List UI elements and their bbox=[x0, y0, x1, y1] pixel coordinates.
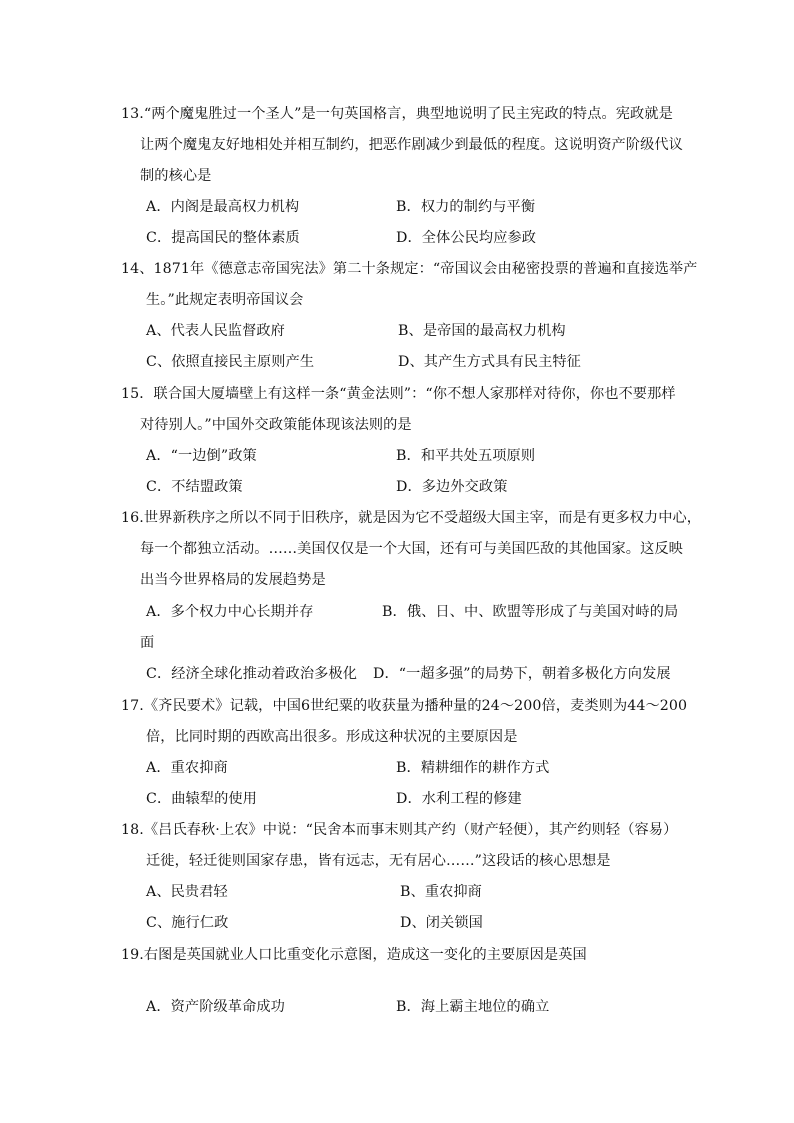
q14-option-a: A、代表人民监督政府 bbox=[146, 323, 285, 339]
q13-stem-line-2: 让两个魔鬼友好地相处并相互制约，把恶作剧减少到最低的程度。这说明资产阶级代议 bbox=[140, 137, 683, 153]
q15-stem-line-2: 对待别人。”中国外交政策能体现该法则的是 bbox=[140, 417, 412, 433]
q15-stem-line-1: 15．联合国大厦墙壁上有这样一条“黄金法则”：“你不想人家那样对待你，你也不要那样 bbox=[121, 386, 676, 402]
q18-stem-line-2: 迁徙，轻迁徙则国家存患，皆有远志，无有居心……”这段话的核心思想是 bbox=[146, 853, 611, 869]
q17-option-a: A．重农抑商 bbox=[146, 760, 228, 776]
q14-option-c: C、依照直接民主原则产生 bbox=[146, 354, 315, 370]
q16-stem-line-2: 每一个都独立活动。……美国仅仅是一个大国，还有可与美国匹敌的其他国家。这反映 bbox=[140, 541, 683, 557]
q18-option-d: D、闭关锁国 bbox=[400, 915, 483, 931]
q13-option-b: B．权力的制约与平衡 bbox=[396, 199, 536, 215]
q13-option-a: A．内阁是最高权力机构 bbox=[146, 199, 300, 215]
q15-option-d: D．多边外交政策 bbox=[396, 479, 508, 495]
q18-stem-line-1: 18.《吕氏春秋·上农》中说：“民舍本而事末则其产约（财产轻便），其产约则轻（容易） bbox=[121, 822, 678, 838]
q17-option-b: B．精耕细作的耕作方式 bbox=[396, 760, 550, 776]
q14-option-b: B、是帝国的最高权力机构 bbox=[398, 323, 566, 339]
q19-option-b: B．海上霸主地位的确立 bbox=[396, 999, 550, 1015]
q13-stem-line-1: 13.“两个魔鬼胜过一个圣人”是一句英国格言，典型地说明了民主宪政的特点。宪政就是 bbox=[121, 106, 673, 122]
q14-option-d: D、其产生方式具有民主特征 bbox=[398, 354, 581, 370]
q16-option-d: D．“一超多强”的局势下，朝着多极化方向发展 bbox=[373, 666, 671, 682]
q16-option-a: A．多个权力中心长期并存 bbox=[146, 604, 314, 620]
q13-stem-line-3: 制的核心是 bbox=[140, 168, 212, 184]
q19-option-a: A．资产阶级革命成功 bbox=[146, 999, 285, 1015]
q17-stem-line-2: 倍，比同时期的西欧高出很多。形成这种状况的主要原因是 bbox=[146, 729, 518, 745]
q14-stem-line-2: 生。”此规定表明帝国议会 bbox=[146, 292, 304, 308]
q16-stem-line-1: 16.世界新秩序之所以不同于旧秩序，就是因为它不受超级大国主宰，而是有更多权力中心， bbox=[121, 510, 702, 526]
q15-option-a: A．“一边倒”政策 bbox=[146, 448, 257, 464]
q17-option-c: C．曲辕犁的使用 bbox=[146, 791, 257, 807]
q18-option-c: C、施行仁政 bbox=[146, 915, 229, 931]
q16-stem-line-3: 出当今世界格局的发展趋势是 bbox=[140, 572, 326, 588]
q16-option-b-continued: 面 bbox=[140, 635, 155, 651]
q13-option-c: C．提高国民的整体素质 bbox=[146, 230, 300, 246]
q16-option-b: B．俄、日、中、欧盟等形成了与美国对峙的局 bbox=[382, 604, 679, 620]
q15-option-b: B．和平共处五项原则 bbox=[396, 448, 536, 464]
q18-option-a: A、民贵君轻 bbox=[146, 884, 228, 900]
q13-option-d: D．全体公民均应参政 bbox=[396, 230, 537, 246]
q14-stem-line-1: 14、1871年《德意志帝国宪法》第二十条规定：“帝国议会由秘密投票的普遍和直接选举产 bbox=[121, 261, 698, 277]
q19-stem-line-1: 19.右图是英国就业人口比重变化示意图，造成这一变化的主要原因是英国 bbox=[121, 947, 587, 963]
q18-option-b: B、重农抑商 bbox=[400, 884, 482, 900]
q17-stem-line-1: 17.《齐民要术》记载，中国6世纪粟的收获量为播种量的24～200倍，麦类则为44～200 bbox=[121, 698, 688, 714]
q15-option-c: C．不结盟政策 bbox=[146, 479, 243, 495]
q17-option-d: D．水利工程的修建 bbox=[396, 791, 522, 807]
q16-option-c: C．经济全球化推动着政治多极化 bbox=[146, 666, 357, 682]
